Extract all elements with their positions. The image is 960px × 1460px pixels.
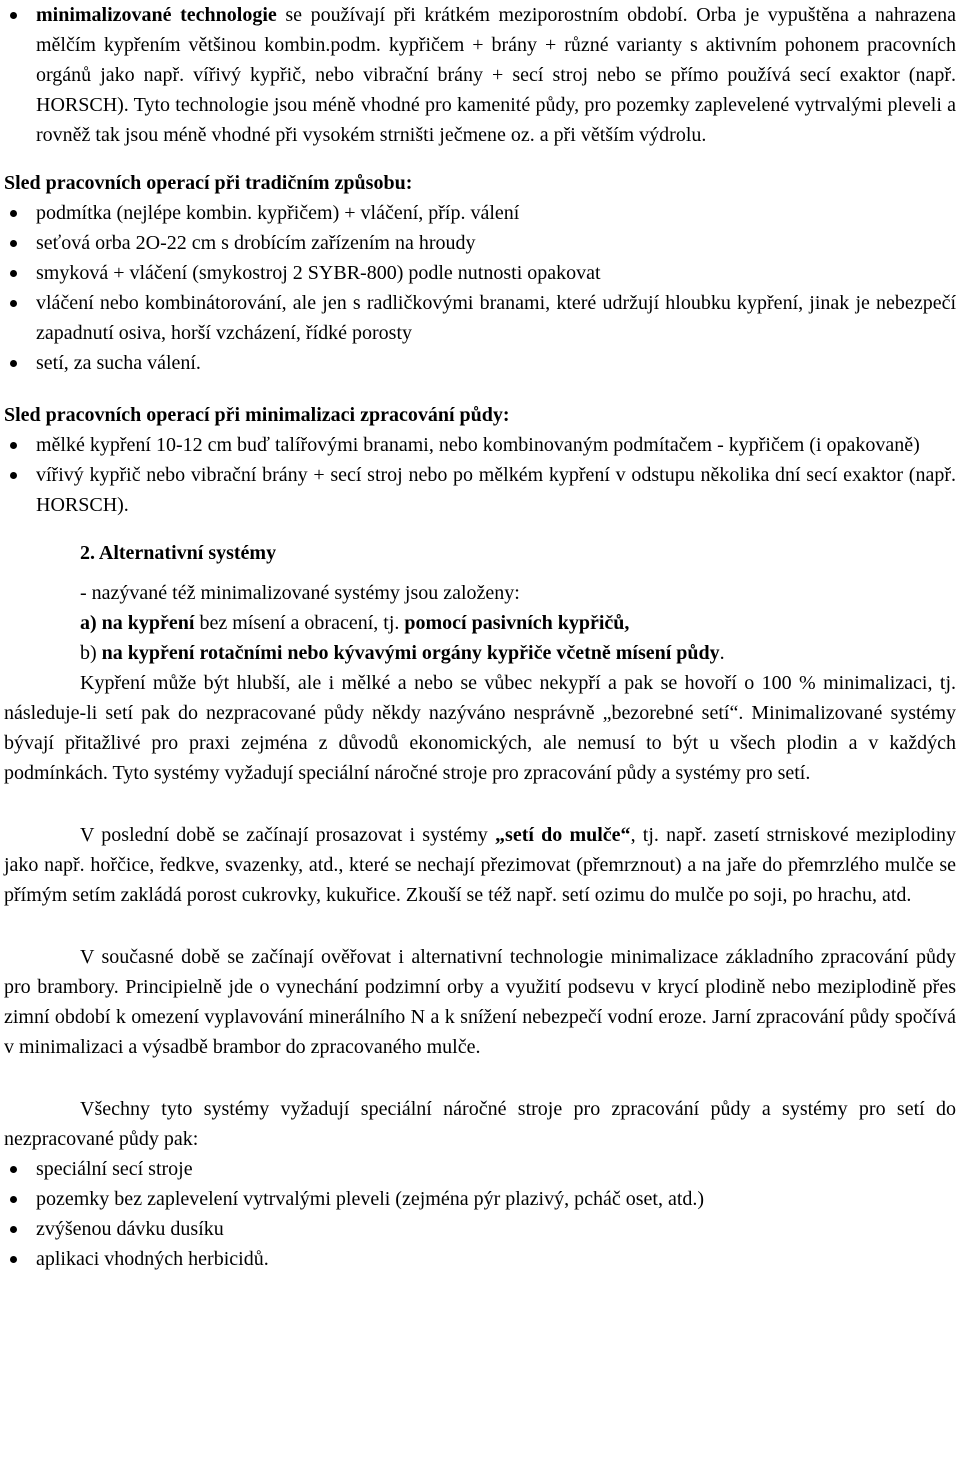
list-item: podmítka (nejlépe kombin. kypřičem) + vláčení, příp. válení <box>4 198 956 228</box>
list-item: smyková + vláčení (smykostroj 2 SYBR-800) podle nutnosti opakovat <box>4 258 956 288</box>
mulch-post: , tj. např. zasetí strniskové meziplodiny jako např. hořčice, ředkve, svazenky, atd., které se nechají přezimovat (přemrznout) a na jaře do přemrzlého mulče se přímým setím zakládá porost cukrovky, kukuřice. Zkouší se též např. setí ozimu do mulče po soji, po hrachu, atd. <box>4 824 957 906</box>
option-a-label: a) na kypření <box>80 612 195 634</box>
traditional-heading: Sled pracovních operací při tradičním způsobu: <box>4 172 413 194</box>
alternative-option-a <box>4 608 956 638</box>
alternative-option-b <box>4 638 956 668</box>
minimal-heading: Sled pracovních operací při minimalizaci zpracování půdy: <box>4 404 510 426</box>
list-item: setí, za sucha válení. <box>4 348 956 378</box>
requirements-list <box>4 1154 956 1274</box>
mulch-pre: V poslední době se začínají prosazovat i systémy <box>80 824 496 846</box>
mulch-bold: „setí do mulče“ <box>495 824 631 846</box>
list-item: zvýšenou dávku dusíku <box>4 1214 956 1244</box>
alternative-subline: - nazývané též minimalizované systémy jsou založeny: <box>80 582 520 604</box>
list-item: pozemky bez zaplevelení vytrvalými pleveli (zejména pýr plazivý, pcháč oset, atd.) <box>4 1184 956 1214</box>
list-item: seťová orba 2O-22 cm s drobícím zařízením na hroudy <box>4 228 956 258</box>
list-item: vířivý kypřič nebo vibrační brány + secí stroj nebo po mělkém kypření v odstupu několika dní secí exaktor (např. HORSCH). <box>4 460 956 520</box>
intro-bullet <box>4 0 956 150</box>
intro-text: se používají při krátkém meziporostním období. Orba je vypuštěna a nahrazena mělčím kypřením většinou kombin.podm. kypřičem + brány + různé varianty s aktivním pohonem pracovních orgánů jako např. vířivý kypřič, nebo vibrační brány + secí stroj nebo se přímo používá secí exaktor (např. HORSCH). Tyto technologie jsou méně vhodné pro kamenité půdy, pro pozemky zaplevelené vytrvalými pleveli a rovněž tak jsou méně vhodné při vysokém strništi ječmene oz. a při větším výdrolu. <box>36 4 956 146</box>
requirements-intro: Všechny tyto systémy vyžadují speciální náročné stroje pro zpracování půdy a systémy pro setí do nezpracované půdy pak: <box>4 1098 956 1150</box>
traditional-list <box>4 198 956 378</box>
intro-lead: minimalizované technologie <box>36 4 277 26</box>
alternative-heading: 2. Alternativní systémy <box>80 542 277 564</box>
option-b-end: . <box>719 642 725 664</box>
list-item: aplikaci vhodných herbicidů. <box>4 1244 956 1274</box>
list-item: vláčení nebo kombinátorování, ale jen s radličkovými branami, které udržují hloubku kypření, jinak je nebezpečí zapadnutí osiva, horší vzcházení, řídké porosty <box>4 288 956 348</box>
option-a-text: bez mísení a obracení, tj. <box>194 612 405 634</box>
option-b-prefix: b) <box>80 642 102 664</box>
option-a-bold: pomocí pasivních kypřičů, <box>404 612 630 634</box>
list-item: speciální secí stroje <box>4 1154 956 1184</box>
alternative-paragraph: Kypření může být hlubší, ale i mělké a nebo se vůbec nekypří a pak se hovoří o 100 % minimalizaci, tj. následuje-li setí pak do nezpracované půdy někdy nazýváno nesprávně „bezorebné setí“. Minimalizované systémy bývají přitažlivé pro praxi zejména z důvodů ekonomických, ale nemusí to být u všech plodin a v každých podmínkách. Tyto systémy vyžadují speciální náročné stroje pro zpracování půdy a systémy pro setí. <box>4 672 956 784</box>
list-item: mělké kypření 10-12 cm buď talířovými branami, nebo kombinovaným podmítačem - kypřičem (i opakovaně) <box>4 430 956 460</box>
minimal-list <box>4 430 956 520</box>
option-b-bold: na kypření rotačními nebo kývavými orgány kypřiče včetně mísení půdy <box>101 642 720 664</box>
mulch-paragraph <box>4 820 956 910</box>
potatoes-paragraph: V současné době se začínají ověřovat i alternativní technologie minimalizace základního zpracování půdy pro brambory. Principielně jde o vynechání podzimní orby a využití podsevu v krycí plodině nebo meziplodině přes zimní období k omezení vyplavování minerálního N a k snížení nebezpečí vodní eroze. Jarní zpracování půdy spočívá v minimalizaci a výsadbě brambor do zpracovaného mulče. <box>4 946 956 1058</box>
